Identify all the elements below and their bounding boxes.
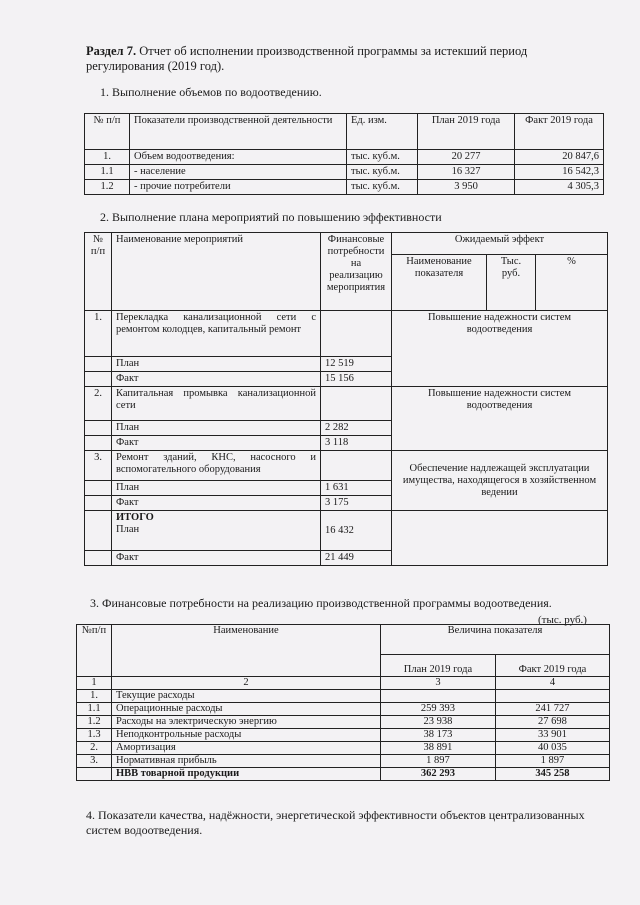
t2-h-indicator: Наименование показателя <box>392 255 487 311</box>
finance-table <box>76 624 610 781</box>
subheading-3: 3. Финансовые потребности на реализацию производственной программы водоотведения. <box>90 596 552 610</box>
table-row: 2. Амортизация 38 891 40 035 <box>77 742 610 755</box>
t2-h-num: № п/п <box>85 233 112 311</box>
table-row: Факт 15 156 <box>85 372 608 387</box>
subheading-4: 4. Показатели качества, надёжности, энергетической эффективности объектов централизованных систем водоотведения. <box>86 808 585 837</box>
table-row: 2. Капитальная промывка канализационной сети Повышение надежности систем водоотведения <box>85 387 608 421</box>
section-number: Раздел 7. <box>86 44 137 58</box>
t3-h-fact: Факт 2019 года <box>495 655 609 677</box>
subheading-2: 2. Выполнение плана мероприятий по повышению эффективности <box>100 210 442 224</box>
t1-h-num: № п/п <box>85 114 130 150</box>
t2-h-pct: % <box>536 255 608 311</box>
t1-h-unit: Ед. изм. <box>347 114 418 150</box>
total-row: ИТОГО План 16 432 <box>85 511 608 551</box>
table-row: 1. Текущие расходы <box>77 690 610 703</box>
t2-h-rub: Тыс. руб. <box>487 255 536 311</box>
table-row: 1.3 Неподконтрольные расходы 38 173 33 901 <box>77 729 610 742</box>
table-row: План 1 631 <box>85 481 608 496</box>
t1-h-fact: Факт 2019 года <box>515 114 604 150</box>
table-row: 1.1 Операционные расходы 259 393 241 727 <box>77 703 610 716</box>
t2-h-name: Наименование мероприятий <box>112 233 321 311</box>
t3-h-num: №п/п <box>77 625 112 677</box>
section-heading <box>86 44 596 74</box>
t1-h-name: Показатели производственной деятельности <box>130 114 347 150</box>
total-row: НВВ товарной продукции 362 293 345 258 <box>77 768 610 781</box>
subheading-1: 1. Выполнение объемов по водоотведению. <box>100 85 322 99</box>
table-row: 1. Перекладка канализационной сети с ремонтом колодцев, капитальный ремонт Повышение надежности систем водоотведения <box>85 311 608 357</box>
table-row: Факт 3 118 <box>85 436 608 451</box>
table-row: План 12 519 <box>85 357 608 372</box>
total-fact-row: Факт 21 449 <box>85 551 608 566</box>
t3-h-value: Величина показателя <box>381 625 610 655</box>
table-row: 3. Нормативная прибыль 1 897 1 897 <box>77 755 610 768</box>
table-row: 3. Ремонт зданий, КНС, насосного и вспомогательного оборудования Обеспечение надлежащей эксплуатации имущества, находящегося в хозяйственном ведении <box>85 451 608 481</box>
table-row: 1.1 - население тыс. куб.м. 16 327 16 542,3 <box>85 165 604 180</box>
measures-table <box>84 232 608 566</box>
t2-h-effect: Ожидаемый эффект <box>392 233 608 255</box>
unit-note: (тыс. руб.) <box>538 614 587 626</box>
t3-h-name: Наименование <box>112 625 381 677</box>
index-row: 1 2 3 4 <box>77 677 610 690</box>
table-row: Факт 3 175 <box>85 496 608 511</box>
table-row: 1.2 - прочие потребители тыс. куб.м. 3 950 4 305,3 <box>85 180 604 195</box>
table-row: 1. Объем водоотведения: тыс. куб.м. 20 277 20 847,6 <box>85 150 604 165</box>
table-row: План 2 282 <box>85 421 608 436</box>
t1-h-plan: План 2019 года <box>418 114 515 150</box>
t2-h-fin: Финансовые потребности на реализацию мероприятия <box>321 233 392 311</box>
section-title: Отчет об исполнении производственной программы за истекший период регулирования (2019 год). <box>86 44 528 73</box>
volumes-table <box>84 113 604 195</box>
table-row: 1.2 Расходы на электрическую энергию 23 938 27 698 <box>77 716 610 729</box>
t3-h-plan: План 2019 года <box>381 655 496 677</box>
